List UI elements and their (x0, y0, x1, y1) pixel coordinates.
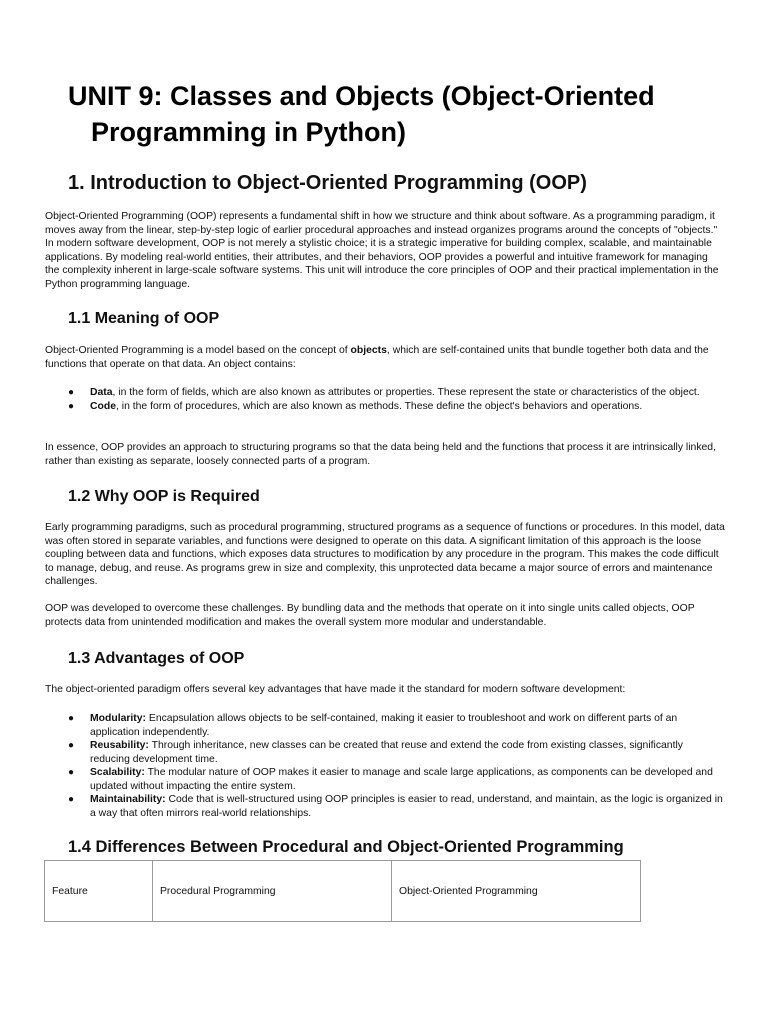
list-item (45, 739, 725, 766)
bullet-icon: ● (68, 740, 75, 751)
bullet-icon: ● (68, 767, 75, 778)
bullet-text: , in the form of fields, which are also known as attributes or properties. These represent the state or characteristics of the object. (112, 387, 700, 398)
list-item (45, 766, 725, 793)
bullet-text: The modular nature of OOP makes it easier to manage and scale large applications, as components can be developed and updated without impacting the entire system. (90, 767, 713, 792)
bullet-term: Scalability: (90, 767, 145, 778)
bullet-icon: ● (68, 400, 75, 412)
section-1-2-paragraph-1: Early programming paradigms, such as procedural programming, structured programs as a sequence of functions or procedures. In this model, data was often stored in separate variables, and functions were designed to operate on this data. A significant limitation of this approach is the loose coupling between data and functions, which exposes data structures to modification by any procedure in the program. This makes the code difficult to manage, debug, and reuse. As programs grew in size and complexity, this unprotected data became a major source of errors and maintenance challenges. (45, 522, 725, 587)
section-1-1-heading: 1.1 Meaning of OOP (68, 310, 220, 327)
bullet-text: Encapsulation allows objects to be self-contained, making it easier to troubleshoot and work on different parts of an application independently. (90, 713, 678, 738)
list-item (45, 793, 725, 820)
comparison-table (44, 860, 641, 922)
bullet-icon: ● (68, 794, 75, 805)
section-1-3-heading: 1.3 Advantages of OOP (68, 650, 245, 667)
table-header-cell: Object-Oriented Programming (392, 861, 641, 922)
bullet-icon: ● (68, 387, 75, 398)
bullet-text: Through inheritance, new classes can be created that reuse and extend the code from existing classes, significantly reducing development time. (90, 740, 683, 765)
list-item (45, 712, 725, 739)
section-1-1-bullet-list (45, 386, 725, 413)
section-1-3-paragraph-1: The object-oriented paradigm offers several key advantages that have made it the standard for modern software development: (45, 684, 626, 695)
list-item (45, 400, 725, 414)
section-1-1-paragraph-1 (45, 344, 725, 371)
bullet-term: Data (90, 387, 113, 398)
table-header-cell: Feature (45, 861, 153, 922)
section-1-4-heading: 1.4 Differences Between Procedural and Object-Oriented Programming (68, 838, 624, 856)
section-1-intro: Object-Oriented Programming (OOP) represents a fundamental shift in how we structure and think about software. As a programming paradigm, it moves away from the linear, step-by-step logic of earlier procedural approaches and instead organizes programs around the concepts of "objects." In modern software development, OOP is not merely a stylistic choice; it is a strategic imperative for building complex, scalable, and maintainable applications. By modeling real-world entities, their attributes, and their behaviors, OOP provides a powerful and intuitive framework for managing the complexity inherent in large-scale software systems. This unit will introduce the core principles of OOP and their practical implementation in the Python programming language. (45, 211, 719, 290)
list-item (45, 386, 725, 400)
section-1-2-heading: 1.2 Why OOP is Required (68, 488, 260, 505)
text-run: Object-Oriented Programming is a model based on the concept of (45, 345, 351, 356)
bullet-icon: ● (68, 713, 75, 724)
section-1-heading: 1. Introduction to Object-Oriented Programming (OOP) (68, 172, 587, 194)
table-header-row (45, 861, 641, 922)
table-header-cell: Procedural Programming (153, 861, 392, 922)
section-1-2-paragraph-2: OOP was developed to overcome these challenges. By bundling data and the methods that operate on it into single units called objects, OOP protects data from unintended modification and makes the overall system more modular and understandable. (45, 603, 695, 628)
bullet-term: Maintainability: (90, 794, 166, 805)
page-title (68, 78, 728, 150)
bullet-term: Reusability: (90, 740, 149, 751)
text-run: , which are self-contained units that bundle together both data and the functions that operate on that data. An object contains: (45, 345, 709, 370)
title-line-2: Programming in Python) (91, 117, 407, 147)
section-1-3-bullet-list (45, 712, 725, 820)
bullet-term: Modularity: (90, 713, 146, 724)
bold-term-objects: objects (350, 345, 387, 356)
title-line-1: UNIT 9: Classes and Objects (Object-Oriented (68, 81, 655, 111)
bullet-text: , in the form of procedures, which are also known as methods. These define the object's behaviors and operations. (115, 400, 643, 412)
bullet-term: Code (90, 400, 116, 412)
section-1-1-paragraph-2: In essence, OOP provides an approach to structuring programs so that the data being held and the functions that process it are intrinsically linked, rather than existing as separate, loosely connected parts of a program. (45, 442, 716, 467)
bullet-text: Code that is well-structured using OOP principles is easier to read, understand, and maintain, as the logic is organized in a way that often mirrors real-world relationships. (90, 794, 723, 819)
